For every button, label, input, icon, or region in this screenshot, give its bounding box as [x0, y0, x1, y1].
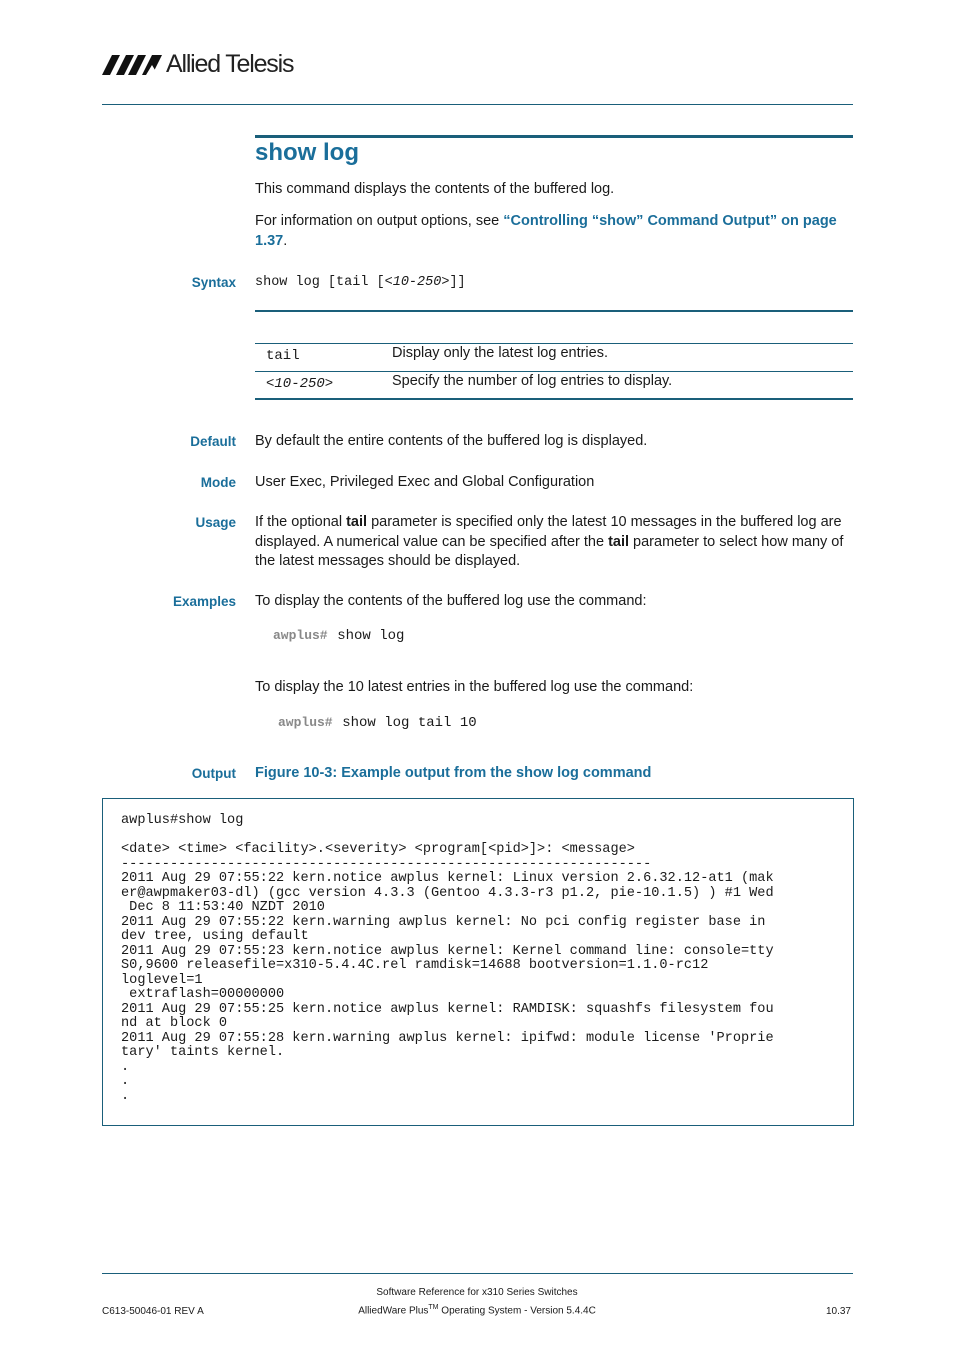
table-bottom-rule [255, 398, 853, 400]
usage-keyword: tail [346, 514, 368, 530]
page-title: show log [255, 139, 359, 166]
usage-keyword: tail [608, 533, 630, 550]
output-log-text: awplus#show log <date> <time> <facility>.<severity> <program[<pid>]>: <message> ----------------------------------------------------------------- 2011 Aug 29 07:55:22 kern.notice awplus kernel: Linux version 2.6.32.12-at1 (mak er@awpmaker03-dl) (gcc version 4.3.3 (Gentoo 4.3.3-r3 p1.2, pie-10.1.5) ) #1 Wed Dec 8 11:53:40 NZDT 2010 2011 Aug 29 07:55:22 kern.warning awplus kernel: No pci config register base in dev tree, using default 2011 Aug 29 07:55:23 kern.notice awplus kernel: Kernel command line: console=tty S0,9600 releasefile=x310-5.4.4C.rel ramdisk=14688 bootversion=1.1.0-rc12 loglevel=1 extraflash=00000000 2011 Aug 29 07:55:25 kern.notice awplus kernel: RAMDISK: squashfs filesystem fou nd at block 0 2011 Aug 29 07:55:28 kern.warning awplus kernel: ipifwd: module license 'Proprie tary' taints kernel. . . . [121, 813, 774, 1104]
example-command-1 [273, 626, 404, 644]
info-link[interactable]: “Controlling “show” Command Output” on page 1.37 [255, 213, 837, 249]
footer-os-version: Operating System - Version 5.4.4C [438, 1305, 596, 1317]
command-description: This command displays the contents of the buffered log. [255, 181, 615, 197]
syntax-command [255, 275, 466, 290]
example-prompt: awplus# [278, 715, 333, 730]
param-description: Specify the number of log entries to display. [392, 373, 673, 389]
brand-name: Allied Telesis [166, 50, 294, 78]
brand-logo-icon [102, 54, 164, 76]
usage-label: Usage [195, 515, 236, 530]
info-paragraph [255, 212, 853, 251]
footer-line-1: Software Reference for x310 Series Switches [376, 1287, 578, 1298]
syntax-param: 10-250 [392, 275, 442, 290]
example-cmd: show log [337, 628, 405, 644]
footer-divider [102, 1273, 853, 1274]
usage-part: If the optional [255, 514, 347, 530]
mode-label: Mode [200, 475, 236, 490]
param-name: tail [266, 348, 300, 364]
example-intro-2: To display the 10 latest entries in the buffered log use the command: [255, 679, 694, 695]
usage-part: parameter is specified only the latest 10 messages in the buffered log are displayed. A numerical value can be specified after the [255, 514, 842, 550]
header-divider [102, 104, 853, 105]
example-intro-1: To display the contents of the buffered log use the command: [255, 593, 647, 609]
example-prompt: awplus# [273, 628, 328, 643]
info-suffix: . [283, 232, 288, 249]
usage-part: parameter to select how many of the latest messages should be displayed. [255, 533, 844, 569]
footer-doc-number: C613-50046-01 REV A [102, 1306, 204, 1317]
syntax-cmd-end: >]] [441, 275, 466, 290]
syntax-label: Syntax [191, 275, 236, 290]
syntax-cmd: show log [tail [< [255, 275, 393, 290]
param-name: <10-250> [266, 376, 334, 392]
param-description: Display only the latest log entries. [392, 345, 608, 361]
brand-logo [102, 50, 302, 82]
usage-text [255, 513, 853, 572]
default-text: By default the entire contents of the buffered log is displayed. [255, 433, 648, 449]
footer-page-number: 10.37 [825, 1306, 851, 1317]
output-label: Output [191, 766, 236, 781]
example-cmd: show log tail 10 [342, 715, 477, 731]
mode-text: User Exec, Privileged Exec and Global Configuration [255, 474, 595, 490]
title-rule [255, 135, 853, 138]
table-row [255, 372, 853, 400]
table-top-rule [255, 310, 853, 312]
figure-caption: Figure 10-3: Example output from the show log command [255, 765, 652, 781]
footer-product: AlliedWare Plus [358, 1305, 429, 1317]
footer-trademark: TM [428, 1304, 439, 1311]
example-command-2 [278, 713, 477, 731]
info-prefix: For information on output options, see [255, 213, 504, 229]
table-row [255, 344, 853, 372]
default-label: Default [190, 434, 236, 449]
examples-label: Examples [172, 594, 236, 609]
